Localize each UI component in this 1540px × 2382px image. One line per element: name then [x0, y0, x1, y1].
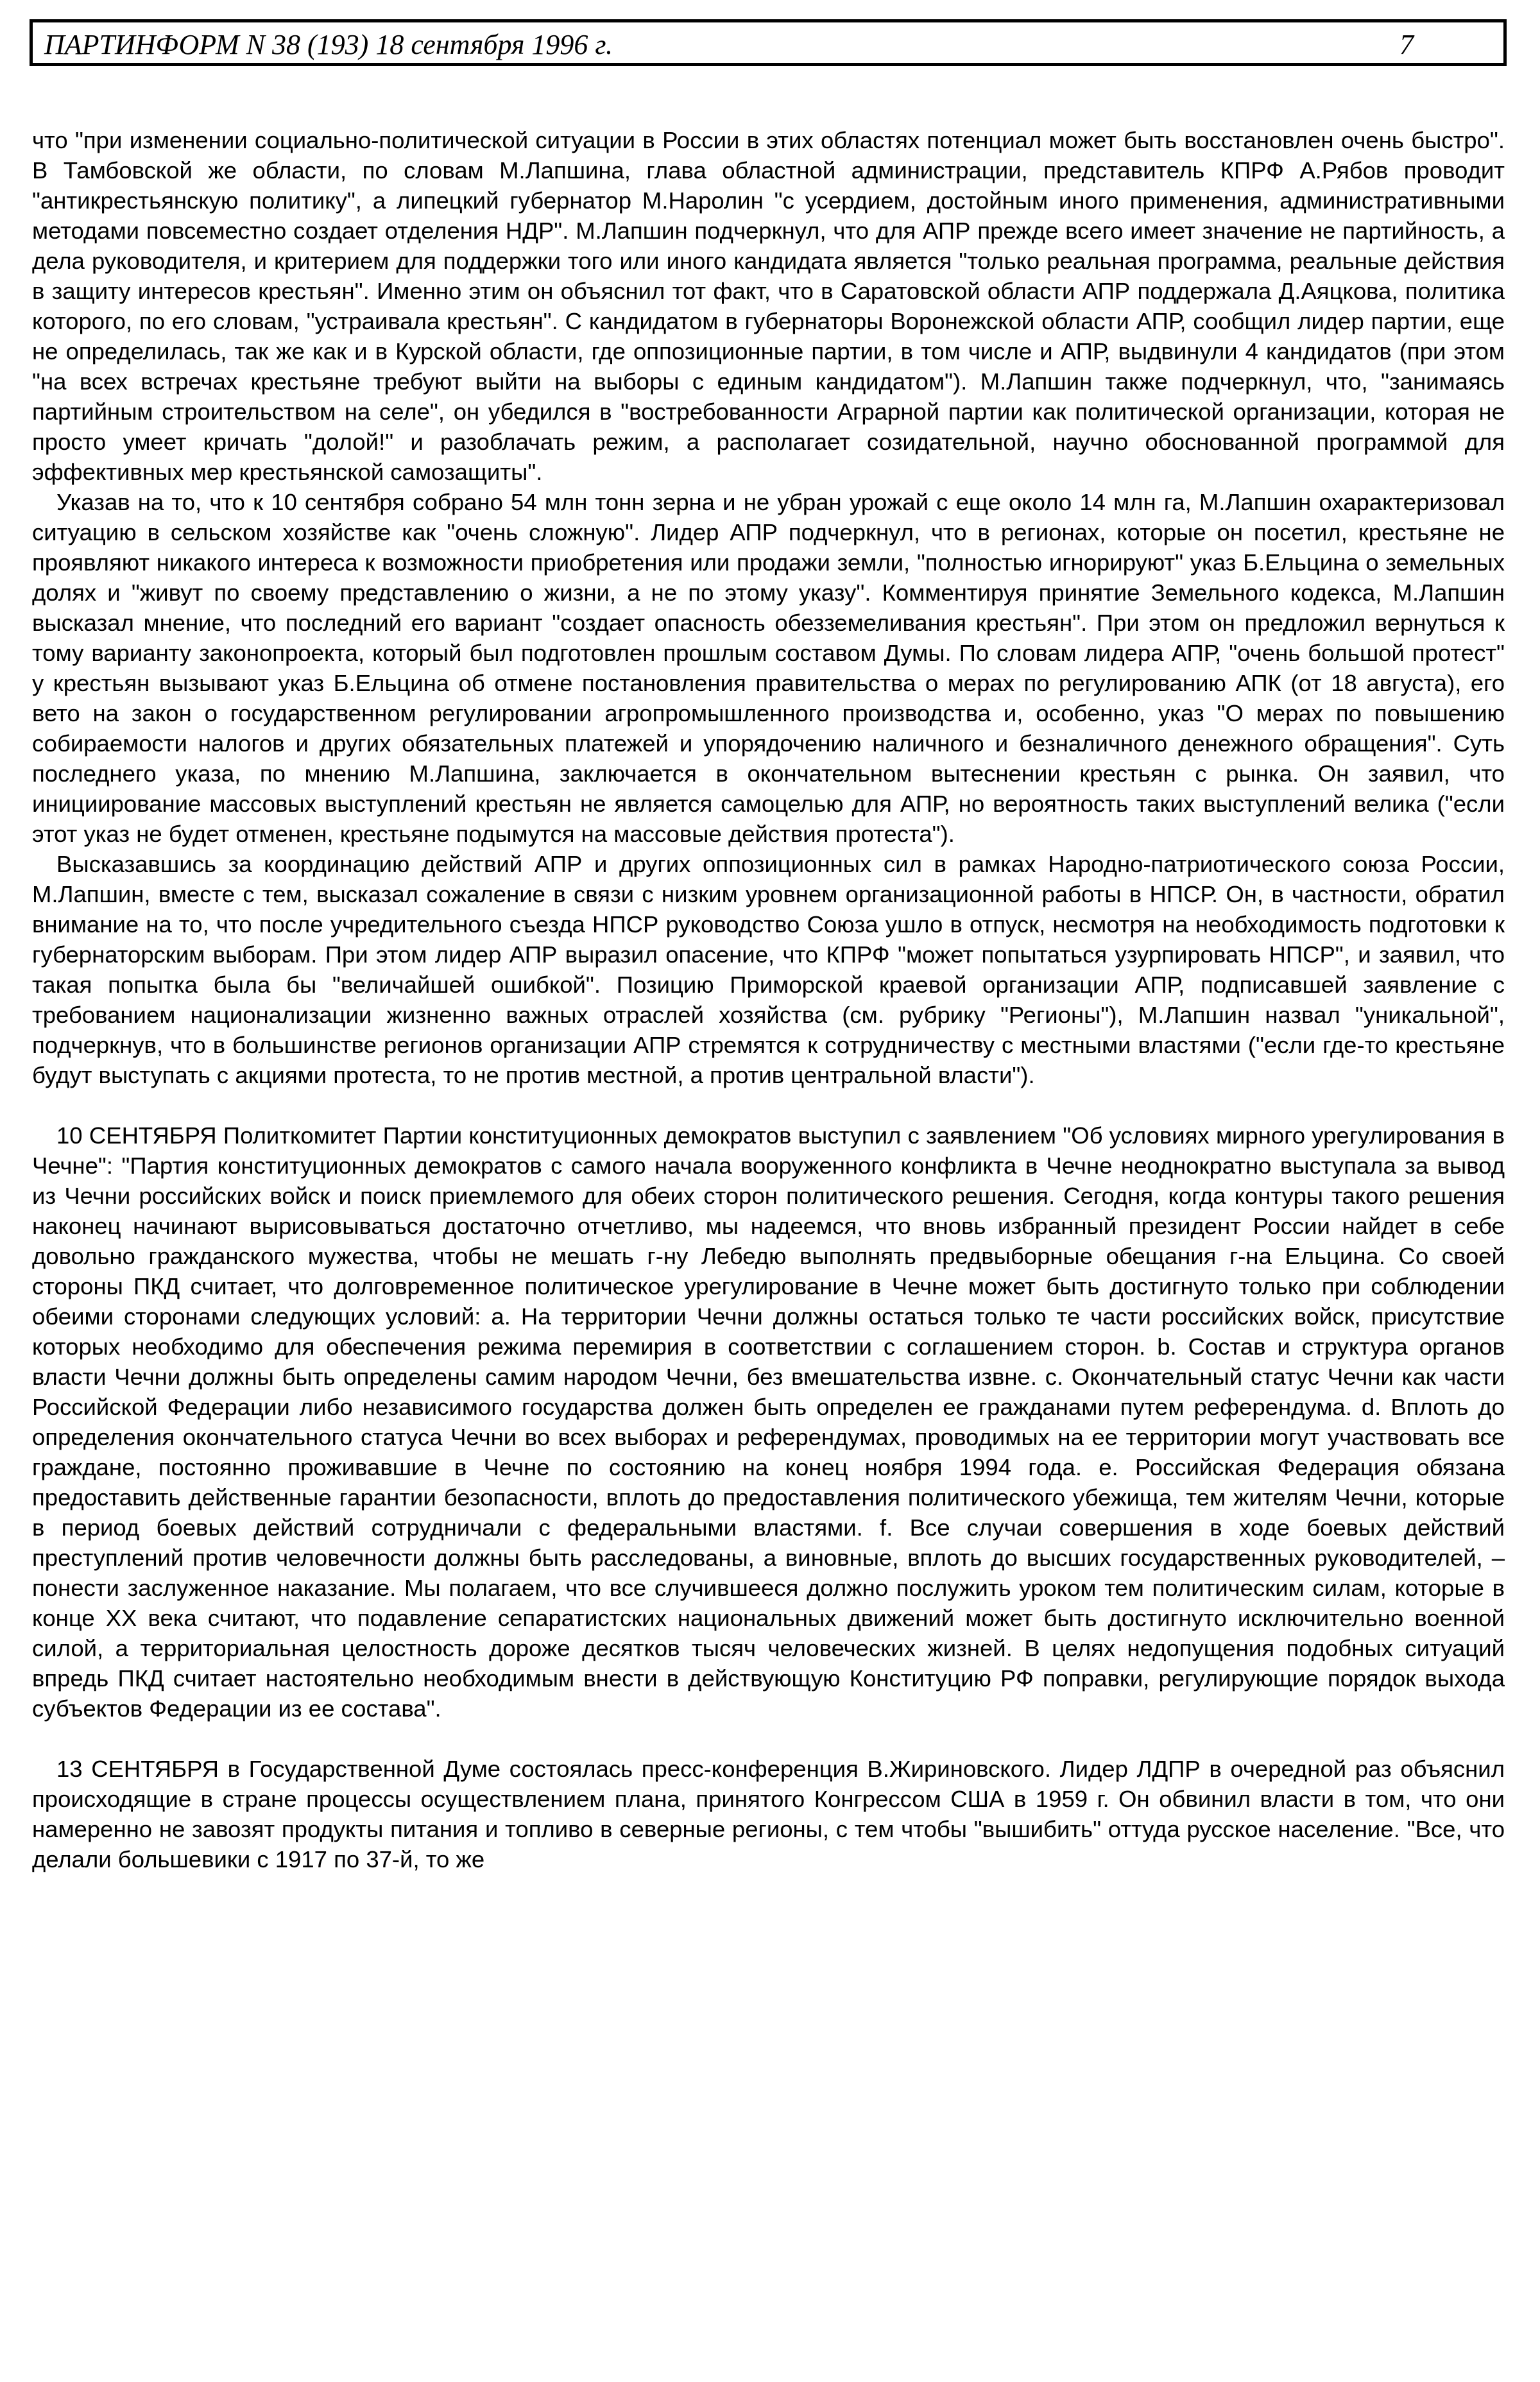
paragraph: что "при изменении социально-политической ситуации в России в этих областях потенциал может быть восстановлен очень быстро". В Тамбовской же области, по словам М.Лапшина, глава областной администрации, представитель КПРФ А.Рябов проводит "антикрестьянскую политику", а липецкий губернатор М.Наролин "с усердием, достойным иного применения, административными методами повсеместно создает отделения НДР". М.Лапшин подчеркнул, что для АПР прежде всего имеет значение не партийность, а дела руководителя, и критерием для поддержки того или иного кандидата является "только реальная программа, реальные действия в защиту интересов крестьян". Именно этим он объяснил тот факт, что в Саратовской области АПР поддержала Д.Аяцкова, политика которого, по его словам, "устраивала крестьян". С кандидатом в губернаторы Воронежской области АПР, сообщил лидер партии, еще не определилась, так же как и в Курской области, где оппозиционные партии, в том числе и АПР, выдвинули 4 кандидатов (при этом "на всех встречах крестьяне требуют выйти на выборы с единым кандидатом"). М.Лапшин также подчеркнул, что, "занимаясь партийным строительством на селе", он убедился в "востребованности Аграрной партии как политической организации, которая не просто умеет кричать "долой!" и разоблачать режим, а располагает созидательной, научно обоснованной программой для эффективных мер крестьянской самозащиты". [32, 127, 1505, 485]
article-body [32, 125, 1505, 1874]
page-header [30, 19, 1507, 66]
page-number: 7 [1399, 29, 1414, 60]
publication-title: ПАРТИНФОРМ N 38 (193) 18 сентября 1996 г. [44, 29, 613, 60]
paragraph: Указав на то, что к 10 сентября собрано 54 млн тонн зерна и не убран урожай с еще около 14 млн га, М.Лапшин охарактеризовал ситуацию в сельском хозяйстве как "очень сложную". Лидер АПР подчеркнул, что в регионах, которые он посетил, крестьяне не проявляют никакого интереса к возможности приобретения или продажи земли, "полностью игнорируют" указ Б.Ельцина о земельных долях и "живут по своему представлению о жизни, а не по этому указу". Комментируя принятие Земельного кодекса, М.Лапшин высказал мнение, что последний его вариант "создает опасность обезземеливания крестьян". При этом он предложил вернуться к тому варианту законопроекта, который был подготовлен прошлым составом Думы. По словам лидера АПР, "очень большой протест" у крестьян вызывают указ Б.Ельцина об отмене постановления правительства о мерах по регулированию АПК (от 18 августа), его вето на закон о государственном регулировании агропромышленного производства и, особенно, указ "О мерах по повышению собираемости налогов и других обязательных платежей и упорядочению наличного и безналичного денежного обращения". Суть последнего указа, по мнению М.Лапшина, заключается в окончательном вытеснении крестьян с рынка. Он заявил, что инициирование массовых выступлений крестьян не является самоцелью для АПР, но вероятность таких выступлений велика ("если этот указ не будет отменен, крестьяне подымутся на массовые действия протеста"). [32, 489, 1505, 847]
paragraph: 13 СЕНТЯБРЯ в Государственной Думе состоялась пресс-конференция В.Жириновского. Лидер ЛДПР в очередной раз объяснил происходящие в стране процессы осуществлением плана, принятого Конгрессом США в 1959 г. Он обвинил власти в том, что они намеренно не завозят продукты питания и топливо в северные регионы, с тем чтобы "вышибить" оттуда русское население. "Все, что делали большевики с 1917 по 37-й, то же [32, 1756, 1505, 1872]
paragraph: 10 СЕНТЯБРЯ Политкомитет Партии конституционных демократов выступил с заявлением "Об условиях мирного урегулирования в Чечне": "Партия конституционных демократов с самого начала вооруженного конфликта в Чечне неоднократно выступала за вывод из Чечни российских войск и поиск приемлемого для обеих сторон политического решения. Сегодня, когда контуры такого решения наконец начинают вырисовываться достаточно отчетливо, мы надеемся, что вновь избранный президент России найдет в себе довольно гражданского мужества, чтобы не мешать г-ну Лебедю выполнять предвыборные обещания г-на Ельцина. Со своей стороны ПКД считает, что долговременное политическое урегулирование в Чечне может быть достигнуто только при соблюдении обеими сторонами следующих условий: a. На территории Чечни должны остаться только те части российских войск, присутствие которых необходимо для обеспечения режима перемирия в соответствии с соглашением сторон. b. Состав и структура органов власти Чечни должны быть определены самим народом Чечни, без вмешательства извне. c. Окончательный статус Чечни как части Российской Федерации либо независимого государства должен быть определен ее гражданами путем референдума. d. Вплоть до определения окончательного статуса Чечни во всех выборах и референдумах, проводимых на ее территории могут участвовать все граждане, постоянно проживавшие в Чечне по состоянию на конец ноября 1994 года. e. Российская Федерация обязана предоставить действенные гарантии безопасности, вплоть до предоставления политического убежища, тем жителям Чечни, которые в период боевых действий сотрудничали с федеральными властями. f. Все случаи совершения в ходе боевых действий преступлений против человечности должны быть расследованы, а виновные, вплоть до высших государственных руководителей, – понести заслуженное наказание. Мы полагаем, что все случившееся должно послужить уроком тем политическим силам, которые в конце XX века считают, что подавление сепаратистских национальных движений может быть достигнуто исключительно военной силой, а территориальная целостность дороже десятков тысяч человеческих жизней. В целях недопущения подобных ситуаций впредь ПКД считает настоятельно необходимым внести в действующую Конституцию РФ поправки, регулирующие порядок выхода субъектов Федерации из ее состава". [32, 1122, 1505, 1722]
paragraph: Высказавшись за координацию действий АПР и других оппозиционных сил в рамках Народно-патриотического союза России, М.Лапшин, вместе с тем, высказал сожаление в связи с низким уровнем организационной работы в НПСР. Он, в частности, обратил внимание на то, что после учредительного съезда НПСР руководство Союза ушло в отпуск, несмотря на необходимость подготовки к губернаторским выборам. При этом лидер АПР выразил опасение, что КПРФ "может попытаться узурпировать НПСР", и заявил, что такая попытка была бы "величайшей ошибкой". Позицию Приморской краевой организации АПР, подписавшей заявление с требованием национализации жизненно важных отраслей хозяйства (см. рубрику "Регионы"), М.Лапшин назвал "уникальной", подчеркнув, что в большинстве регионов организации АПР стремятся к сотрудничеству с местными властями ("если где-то крестьяне будут выступать с акциями протеста, то не против местной, а против центральной власти"). [32, 851, 1505, 1088]
